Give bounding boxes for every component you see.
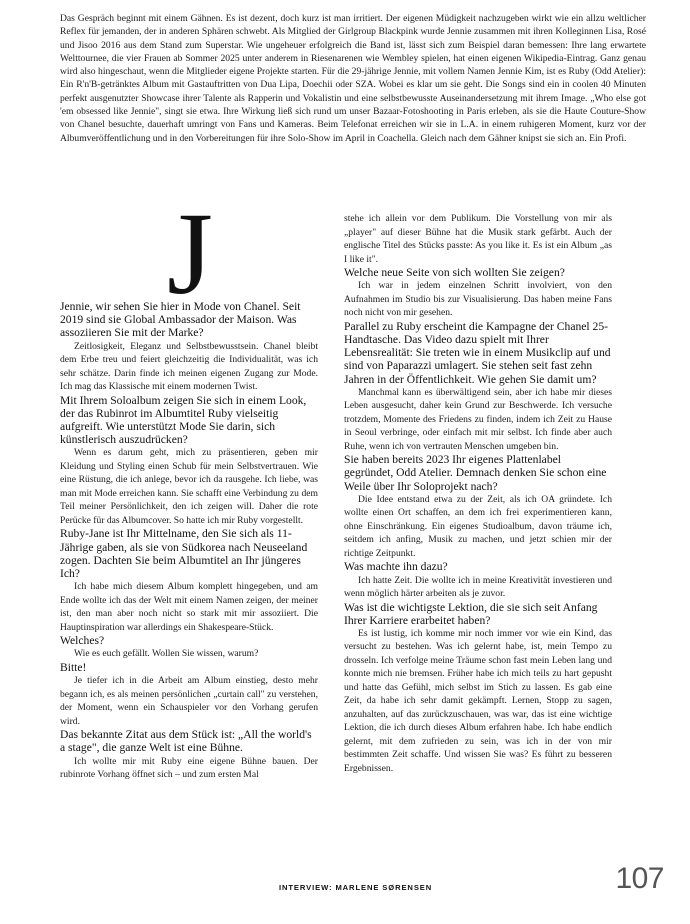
question: Mit Ihrem Soloalbum zeigen Sie sich in einem Look, der das Rubinrot im Albumtitel Ruby vielseitig aufgreift. Wie unterstützt Mode Sie darin, sich künstlerisch auszudrücken? [60, 393, 307, 447]
interview-column-left [60, 300, 318, 782]
question: Das bekannte Zitat aus dem Stück ist: „All the world's a stage", die ganze Welt ist eine Bühne. [60, 728, 312, 755]
intro-text: Das Gespräch beginnt mit einem Gähnen. Es ist dezent, doch kurz ist man irritiert. Der eigenen Müdigkeit nachzugeben wirkt wie ein allzu weltlicher Reflex für jemanden, der in anderen Sphären schwebt. Als Mitglied der Girlgroup Blackpink wurde Jennie zusammen mit ihren Kolleginnen Lisa, Rosé und Jisoo 2016 aus dem Stand zum Superstar. Wie ungeheuer erfolgreich die Band ist, lässt sich zum Beispiel daran bemessen: Ihre lang erwartete Welttournee, die vier Frauen ab Sommer 2025 unter anderem in Riesenarenen wie Wembley spielen, hat einen eigenen Wikipedia-Eintrag. Ganz genau wird also hingeschaut, wenn die Mitglieder eigene Projekte starten. Für die 29-jährige Jennie, mit vollem Namen Jennie Kim, ist es Ruby (Odd Atelier): Ein R'n'B-getränktes Album mit Gastauftritten von Dua Lipa, Doechii oder SZA. Wobei es klar um sie geht. Die Songs sind ein in coolen 40 Minuten perfekt ausgenutzter Showcase ihrer Talente als Rapperin und Vokalistin und eine selbstbewusste Auseinandersetzung mit ihrem Image. „Who else got 'em obsessed like Jennie", singt sie etwa. Ihre Wirkung ließ sich rund um unser Bazaar-Fotoshooting in Paris erleben, als sie die Haute Couture-Show von Chanel besuchte, dauerhaft umringt von Fans und Kameras. Beim Telefonat erreichen wir sie in L.A. in einem ruhigeren Moment, kurz vor der Albumveröffentlichung und in den Vorbereitungen für ihre Solo-Show im April in Coachella. Gleich nach dem Gähner knipst sie sich an. Ein Profi. [60, 13, 646, 144]
answer: Ich hatte Zeit. Die wollte ich in meine Kreativität investieren und wenn möglich härter arbeiten als je zuvor. [344, 574, 612, 600]
question: Sie haben bereits 2023 Ihr eigenes Plattenlabel gegründet, Odd Atelier. Demnach denken Sie schon eine Weile über Ihr Soloprojekt nach? [344, 453, 607, 493]
answer: Wenn es darum geht, mich zu präsentieren, geben mir Kleidung und Styling einen Schub für mein Selbstvertrauen. Wie eine Rüstung, die ich anlege, bevor ich da rausgehe. Ich liebe, was man mit Mode erreichen kann. Sie schafft eine Verbindung zu dem Teil meiner Persönlichkeit, den ich zeigen will. Daher die rote Perücke für das Albumcover. So hatte ich mir Ruby vorgestellt. [60, 447, 318, 526]
answer: Manchmal kann es überwältigend sein, aber ich habe mir dieses Leben ausgesucht, daher kein Grund zur Beschwerde. Ich versuche trotzdem, Momente des Friedens zu finden, indem ich Zeit zu Hause in Seoul verbringe, oder einfach mit mir selbst. Ich finde aber auch Ruhe, wenn ich von vertrauten Menschen umgeben bin. [344, 386, 612, 452]
question: Parallel zu Ruby erscheint die Kampagne der Chanel 25-Handtasche. Das Video dazu spielt mit Ihrer Lebensrealität: Sie treten wie in einem Musikclip auf und sind von Paparazzi umlagert. Sie stehen seit fast zehn Jahren in der Öffentlichkeit. Wie gehen Sie damit um? [344, 319, 611, 386]
answer: Die Idee entstand etwa zu der Zeit, als ich OA gründete. Ich wollte einen Ort schaffen, an dem ich frei experimentieren kann, ohne Einschränkung. Ein eigenes Studioalbum, davon träume ich, seitdem ich anfing, Musik zu machen, und jetzt schien mir der richtige Zeitpunkt. [344, 493, 612, 559]
question: Ruby-Jane ist Ihr Mittelname, den Sie sich als 11-Jährige gaben, als sie von Südkorea nach Neuseeland zogen. Dachten Sie beim Albumtitel an Ihr jüngeres Ich? [60, 527, 308, 581]
answer: Ich wollte mir mit Ruby eine eigene Bühne bauen. Der rubinrote Vorhang öffnet sich – und zum ersten Mal [60, 755, 318, 781]
page-number: 107 [615, 862, 664, 895]
question: Jennie, wir sehen Sie hier in Mode von Chanel. Seit 2019 sind sie Global Ambassador der Maison. Was assoziieren Sie mit der Marke? [60, 300, 301, 340]
question: Bitte! [60, 660, 87, 674]
drop-cap: J [167, 188, 213, 319]
answer: Ich habe mich diesem Album komplett hingegeben, und am Ende wollte ich das der Welt mit einem Namen zeigen, der meiner ist, den man aber noch nicht so stark mit mir assoziiert. Die Hauptinspiration war allerdings ein Shakespeare-Stück. [60, 581, 318, 633]
answer: Ich war in jedem einzelnen Schritt involviert, von den Aufnahmen im Studio bis zur Visualisierung. Das haben meine Fans noch nicht von mir gesehen. [344, 280, 612, 319]
question: Welches? [60, 634, 105, 648]
question: Was ist die wichtigste Lektion, die sie sich seit Anfang Ihrer Karriere erarbeitet haben? [344, 600, 598, 627]
question: Was machte ihn dazu? [344, 560, 448, 574]
interview-column-right [344, 212, 612, 775]
intro-paragraph [60, 12, 646, 145]
byline-footer: INTERVIEW: MARLENE SØRENSEN [279, 883, 433, 892]
answer: Zeitlosigkeit, Eleganz und Selbstbewusstsein. Chanel bleibt dem Erbe treu und feiert gleichzeitig die Individualität, was ich sehr schätze. Darin finde ich meinen eigenen Zugang zur Mode. Ich mag das Klassische mit einem modernen Twist. [60, 340, 318, 393]
question: Welche neue Seite von sich wollten Sie zeigen? [344, 266, 565, 279]
answer-continued: stehe ich allein vor dem Publikum. Die Vorstellung von mir als „player" auf dieser Bühne hat die Musik stark gefärbt. Auch der englische Titel des Stücks passte: As you like it. Es ist ein Album „as I like it". [344, 213, 612, 265]
answer: Es ist lustig, ich komme mir noch immer vor wie ein Kind, das versucht zu bestehen. Was ich gelernt habe, ist, mein Tempo zu drosseln. Ich verfolge meine Träume schon fast mein Leben lang und konnte mich nie bremsen. Früher habe ich mich teils zu hart gepusht und hatte das Gefühl, mich selbst im Stich zu lassen. Es gab eine Zeit, da habe ich sehr damit gekämpft. Lernen, Stopp zu sagen, anzuhalten, auf das zurückzuschauen, was war, das ist eine wichtige Lektion, die ich durch dieses Album erfahren habe. Ich habe endlich gelernt, mit dem zufrieden zu sein, was ich in der von mir bestimmten Zeit schaffe. Und wissen Sie was? Es führt zu besseren Ergebnissen. [344, 627, 612, 774]
answer: Je tiefer ich in die Arbeit am Album einstieg, desto mehr begann ich, es als meinen persönlichen „curtain call" zu verstehen, der Moment, wenn ein Schauspieler vor den Vorhang gerufen wird. [60, 675, 318, 727]
answer: Wie es euch gefällt. Wollen Sie wissen, warum? [74, 648, 259, 660]
